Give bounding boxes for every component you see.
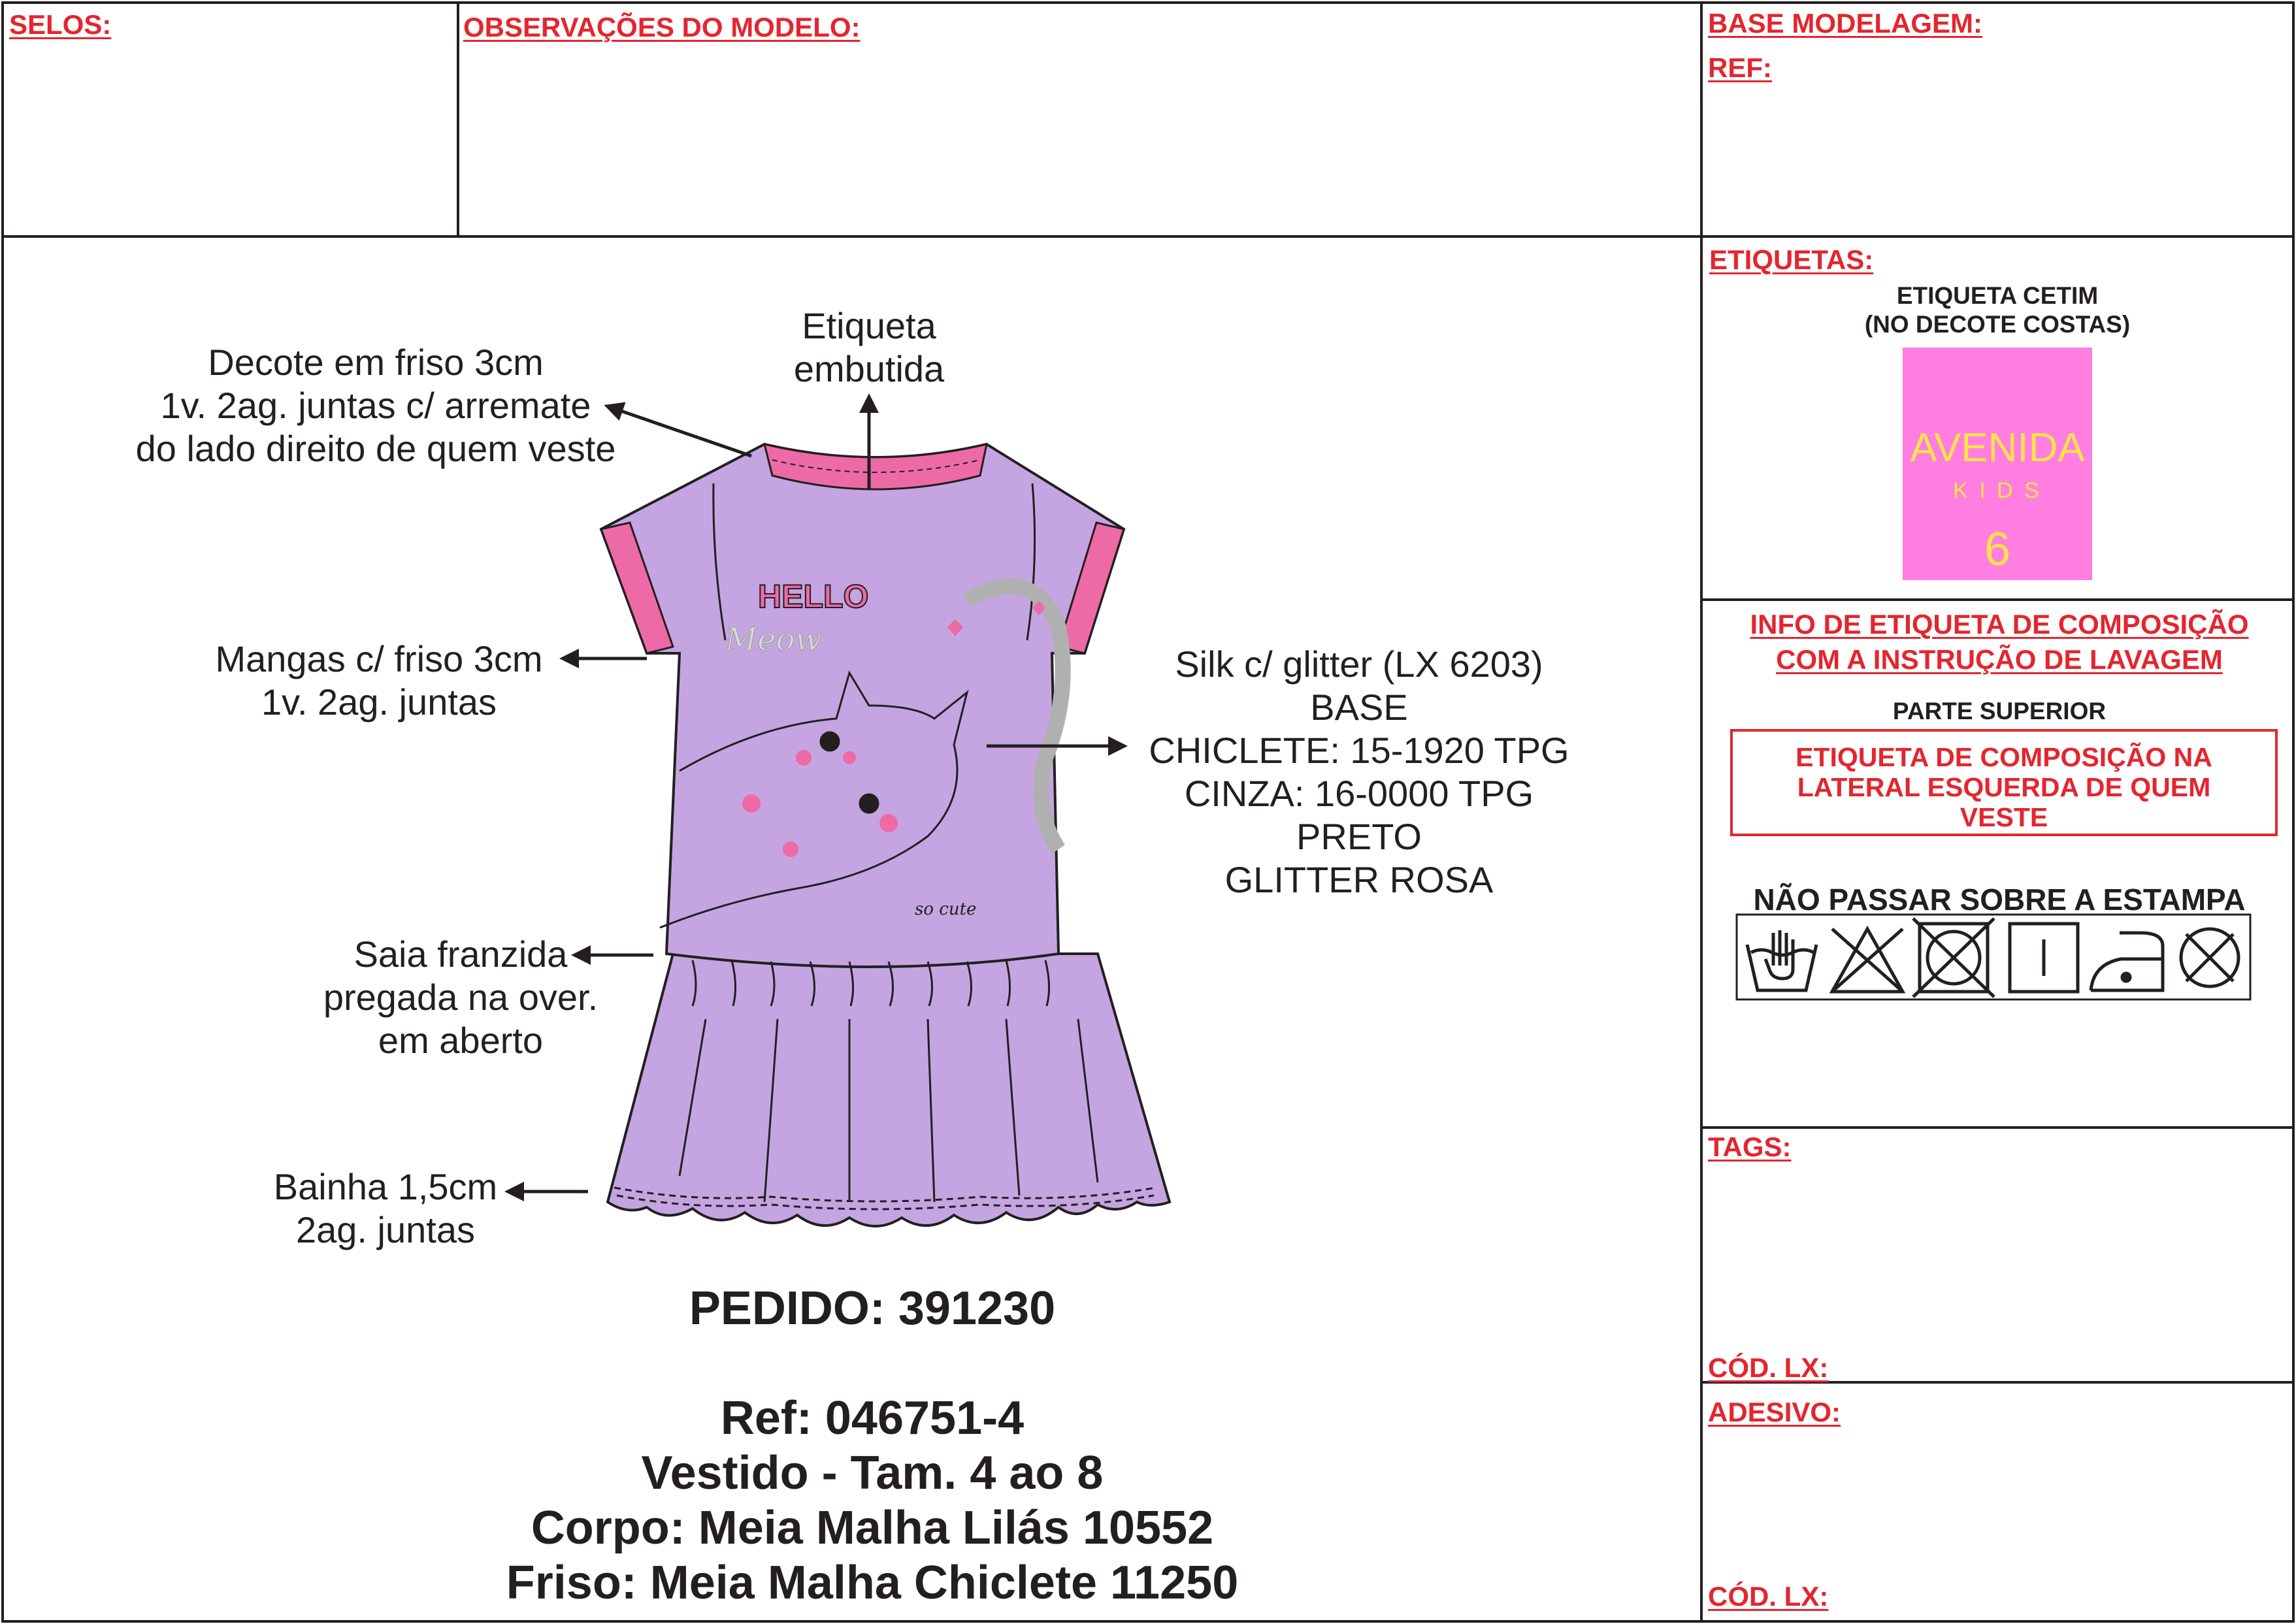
callout-silk-line6: GLITTER ROSA <box>1224 859 1494 900</box>
callout-saia-line3: em aberto <box>378 1020 544 1061</box>
callout-silk-line1: Silk c/ glitter (LX 6203) <box>1175 643 1543 685</box>
callout-silk-line2: BASE <box>1310 687 1408 728</box>
selos-label: SELOS: <box>9 9 112 40</box>
cod-lx-label-2: CÓD. LX: <box>1708 1581 1829 1612</box>
brand-label-sub: K I D S <box>1953 478 2042 503</box>
print-meow: Meow <box>725 621 822 658</box>
corpo-value: Corpo: Meia Malha Lilás 10552 <box>531 1502 1214 1554</box>
ref-value: Ref: 046751-4 <box>720 1392 1025 1444</box>
callout-decote <box>98 341 653 470</box>
etiqueta-cetim-line2: (NO DECOTE COSTAS) <box>1864 311 2131 338</box>
ref-label: REF: <box>1708 52 1772 83</box>
adesivo-label: ADESIVO: <box>1708 1397 1841 1427</box>
callout-saia <box>274 933 647 1062</box>
callout-etiqueta <box>738 304 1000 391</box>
callout-decote-line2: 1v. 2ag. juntas c/ arremate <box>160 385 591 426</box>
cod-lx-label-1: CÓD. LX: <box>1708 1352 1829 1383</box>
tags-label: TAGS: <box>1708 1131 1792 1162</box>
callout-saia-line2: pregada na over. <box>323 977 599 1018</box>
callout-silk-line4: CINZA: 16-0000 TPG <box>1184 773 1534 814</box>
callout-silk <box>1098 643 1620 901</box>
info-composicao-line1: INFO DE ETIQUETA DE COMPOSIÇÃO <box>1750 609 2249 640</box>
callout-silk-line3: CHICLETE: 15-1920 TPG <box>1149 730 1569 771</box>
composicao-line3: VESTE <box>1960 802 2048 832</box>
parte-superior: PARTE SUPERIOR <box>1892 698 2107 724</box>
callout-etiqueta-line2: embutida <box>793 348 945 389</box>
brand-label-size: 6 <box>1984 523 2011 576</box>
nao-passar-label: NÃO PASSAR SOBRE A ESTAMPA <box>1753 883 2246 917</box>
info-composicao-line2: COM A INSTRUÇÃO DE LAVAGEM <box>1776 644 2223 675</box>
print-so-cute: so cute <box>915 900 977 919</box>
composicao-line2: LATERAL ESQUERDA DE QUEM <box>1797 772 2211 802</box>
brand-label-name: AVENIDA <box>1910 425 2085 470</box>
observacoes-label: OBSERVAÇÕES DO MODELO: <box>463 12 861 42</box>
callout-decote-line3: do lado direito de quem veste <box>135 428 616 469</box>
pedido-label: PEDIDO: 391230 <box>689 1282 1056 1335</box>
callout-mangas <box>183 638 575 724</box>
callout-bainha-line1: Bainha 1,5cm <box>273 1166 498 1207</box>
callout-mangas-line1: Mangas c/ friso 3cm <box>215 638 543 679</box>
base-modelagem-label: BASE MODELAGEM: <box>1708 8 1982 39</box>
callout-bainha <box>222 1165 549 1252</box>
callout-saia-line1: Saia franzida <box>353 934 568 975</box>
callout-decote-line1: Decote em friso 3cm <box>208 342 544 383</box>
print-hello: HELLO <box>758 578 869 615</box>
etiquetas-label: ETIQUETAS: <box>1709 244 1874 275</box>
composicao-line1: ETIQUETA DE COMPOSIÇÃO NA <box>1796 742 2212 772</box>
callout-etiqueta-line1: Etiqueta <box>802 305 936 346</box>
vestido-value: Vestido - Tam. 4 ao 8 <box>641 1447 1104 1499</box>
etiqueta-cetim-line1: ETIQUETA CETIM <box>1896 282 2099 309</box>
callout-bainha-line2: 2ag. juntas <box>296 1209 475 1250</box>
callout-mangas-line2: 1v. 2ag. juntas <box>261 681 497 723</box>
callout-silk-line5: PRETO <box>1296 816 1422 857</box>
friso-value: Friso: Meia Malha Chiclete 11250 <box>506 1557 1239 1609</box>
